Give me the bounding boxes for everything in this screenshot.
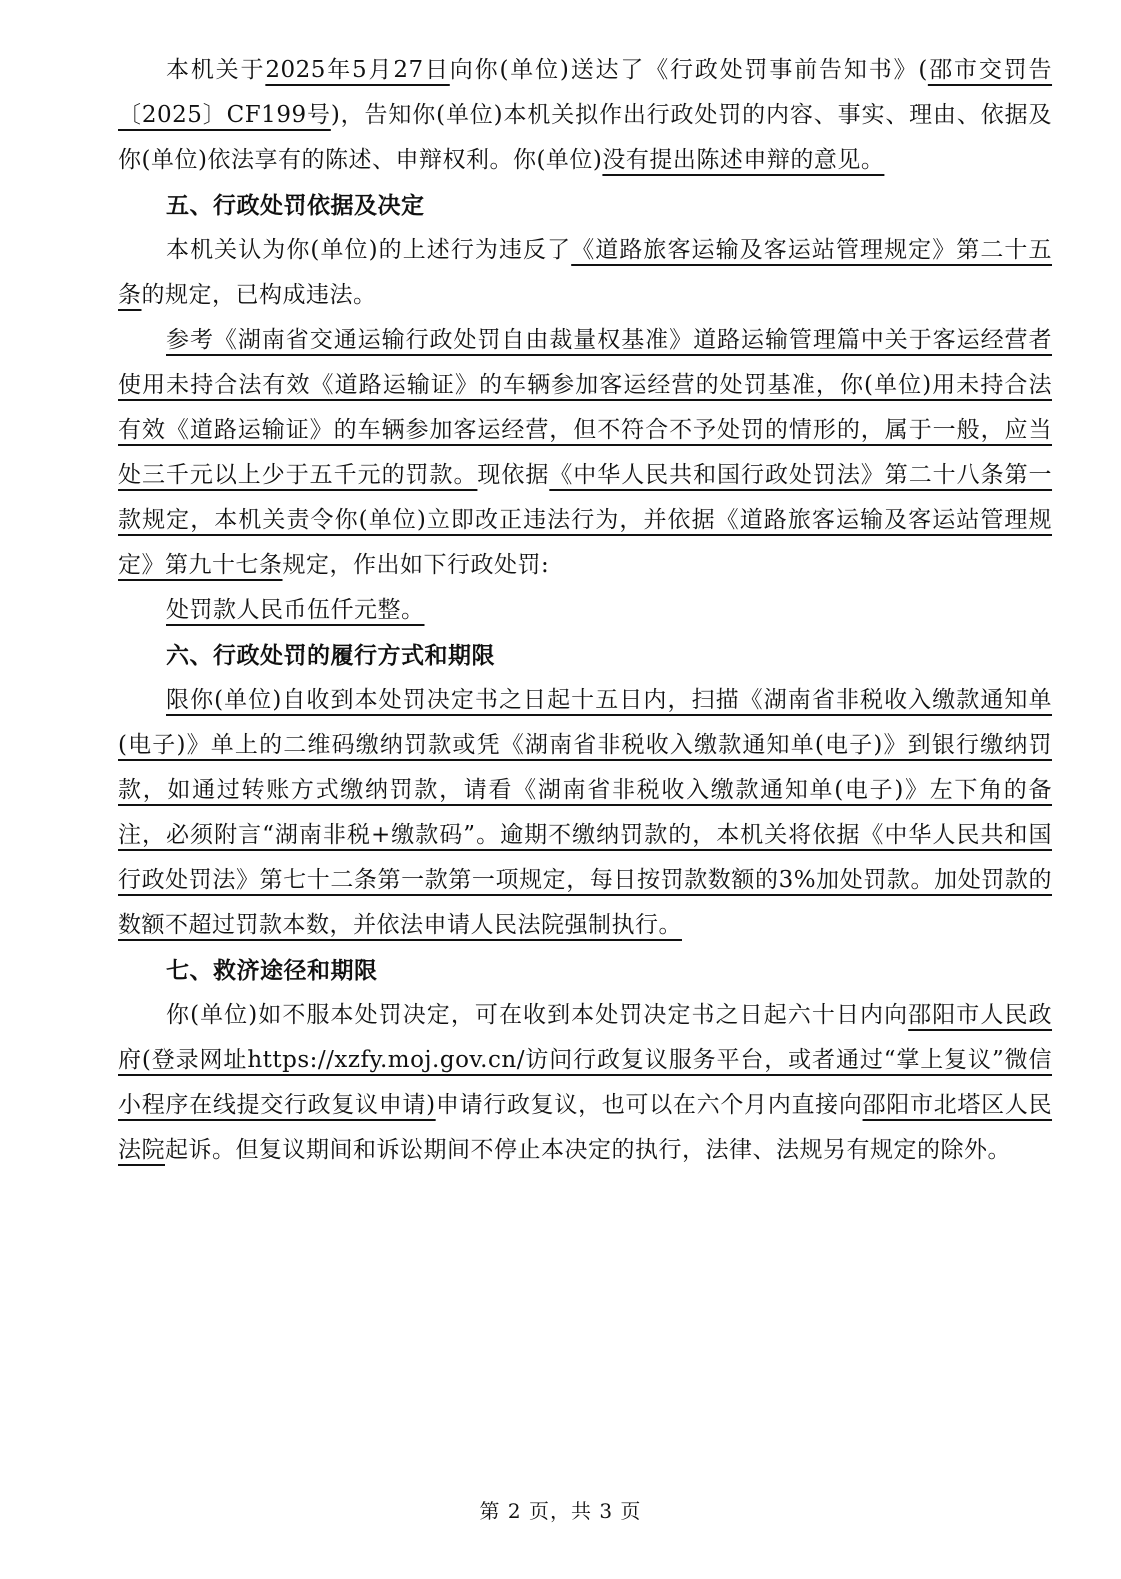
violated-regulation: 《道路旅客运输及客运站管理规定》第二十五条 [118, 237, 1052, 308]
notice-paragraph [118, 48, 1052, 183]
penalty-basis-paragraph [118, 318, 1052, 588]
section-heading-5: 五、行政处罚依据及决定 [166, 192, 425, 219]
text-segment: 现依据 [477, 462, 550, 488]
text-segment: 的规定，已构成违法。 [141, 282, 377, 308]
court-name: 邵阳市北塔区人民法院 [118, 1092, 1053, 1163]
remedy-paragraph [118, 993, 1052, 1173]
statement-result: 没有提出陈述申辩的意见。 [602, 147, 885, 173]
text-segment: 本机关于 [166, 57, 266, 83]
text-segment: 规定，作出如下行政处罚: [282, 552, 550, 578]
text-segment: 向你(单位)送达了《行政处罚事前告知书》( [449, 57, 928, 83]
document-number: 邵市交罚告〔2025〕CF199号 [118, 57, 1053, 128]
text-segment: 你(单位)如不服本处罚决定，可在收到本处罚决定书之日起六十日内向 [166, 1002, 909, 1028]
text-segment: )，告知你(单位)本机关拟作出行政处罚的内容、事实、理由、依据及你(单位)依法享有的陈述、申辩权利。你(单位) [118, 102, 1052, 173]
text-segment: 起诉。但复议期间和诉讼期间不停止本决定的执行，法律、法规另有规定的除外。 [165, 1137, 1011, 1163]
section-heading-6: 六、行政处罚的履行方式和期限 [166, 642, 495, 669]
penalty-law-reference: 《中华人民共和国行政处罚法》第二十八条第一款规定，本机关责令你(单位)立即改正违法行为，并依据《道路旅客运输及客运站管理规定》第九十七条 [118, 462, 1053, 578]
section-heading-7: 七、救济途径和期限 [166, 957, 378, 984]
review-authority: 邵阳市人民政府(登录网址https://xzfy.moj.gov.cn/访问行政复议服务平台，或者通过“掌上复议”微信小程序在线提交行政复议申请) [118, 1002, 1053, 1118]
payment-paragraph [118, 678, 1052, 948]
text-segment: 申请行政复议，也可以在六个月内直接向 [435, 1092, 863, 1118]
discretion-standard: 参考《湖南省交通运输行政处罚自由裁量权基准》道路运输管理篇中关于客运经营者使用未持合法有效《道路运输证》的车辆参加客运经营的处罚基准，你(单位)用未持合法有效《道路运输证》的车辆参加客运经营，但不符合不予处罚的情形的，属于一般，应当处三千元以上少于五千元的罚款。 [118, 327, 1052, 488]
violation-paragraph [118, 228, 1052, 318]
page-number: 第 2 页，共 3 页 [479, 1499, 642, 1523]
notice-date: 2025年5月27日 [265, 57, 450, 83]
payment-instructions: 限你(单位)自收到本处罚决定书之日起十五日内，扫描《湖南省非税收入缴款通知单(电子)》单上的二维码缴纳罚款或凭《湖南省非税收入缴款通知单(电子)》到银行缴纳罚款，如通过转账方式缴纳罚款，请看《湖南省非税收入缴款通知单(电子)》左下角的备注，必须附言“湖南非税+缴款码”。逾期不缴纳罚款的，本机关将依据《中华人民共和国行政处罚法》第七十二条第一款第一项规定，每日按罚款数额的3%加处罚款。加处罚款的数额不超过罚款本数，并依法申请人民法院强制执行。 [118, 687, 1052, 938]
penalty-paragraph [118, 588, 1052, 633]
text-segment: 本机关认为你(单位)的上述行为违反了 [166, 237, 572, 263]
document-page [118, 48, 1052, 1173]
penalty-amount: 处罚款人民币伍仟元整。 [166, 597, 425, 623]
